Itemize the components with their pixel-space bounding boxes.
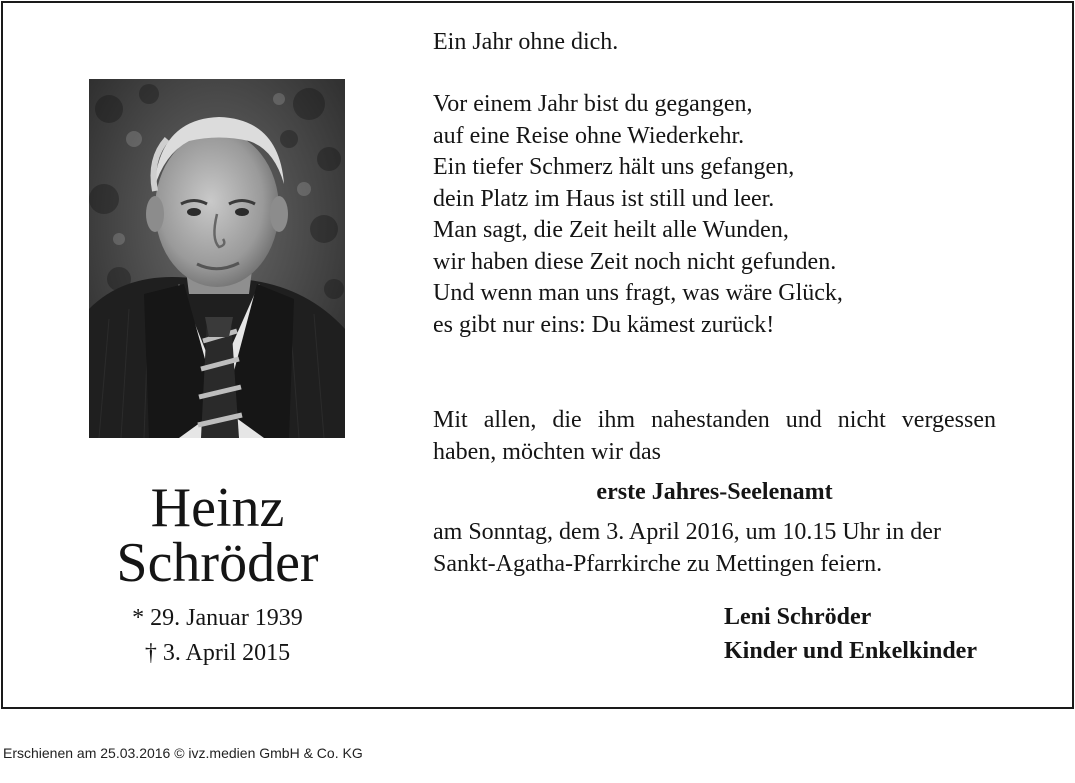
memorial-mass-title: erste Jahres-Seelenamt — [596, 479, 833, 505]
portrait-illustration — [89, 79, 345, 438]
intro-line: Mit allen, die ihm nahestanden und nicht vergessen — [433, 407, 996, 433]
deceased-first-name: Heinz — [150, 477, 285, 539]
deceased-last-name: Schröder — [116, 532, 319, 594]
poem-line: Man sagt, die Zeit heilt alle Wunden, — [433, 217, 789, 243]
poem-line: Ein tiefer Schmerz hält uns gefangen, — [433, 154, 795, 180]
signer-name: Leni Schröder — [724, 604, 872, 630]
poem — [433, 89, 996, 341]
mass-details — [433, 517, 996, 580]
publication-footer: Erschienen am 25.03.2016 © ivz.medien GmbH & Co. KG — [3, 745, 363, 761]
poem-line: wir haben diese Zeit noch nicht gefunden. — [433, 248, 837, 275]
poem-line: Vor einem Jahr bist du gegangen, — [433, 91, 753, 117]
poem-line: es gibt nur eins: Du kämest zurück! — [433, 311, 775, 338]
portrait-photo — [89, 79, 345, 438]
poem-title: Ein Jahr ohne dich. — [433, 29, 619, 55]
invitation-intro — [433, 405, 996, 468]
death-date: † 3. April 2015 — [144, 640, 291, 666]
intro-line: haben, möchten wir das — [433, 438, 661, 465]
birth-date: * 29. Januar 1939 — [132, 605, 303, 631]
signer-family: Kinder und Enkelkinder — [724, 638, 977, 664]
details-line: am Sonntag, dem 3. April 2016, um 10.15 Uhr in der — [433, 519, 941, 545]
details-line: Sankt-Agatha-Pfarrkirche zu Mettingen feiern. — [433, 550, 883, 577]
poem-line: auf eine Reise ohne Wiederkehr. — [433, 122, 745, 149]
poem-line: Und wenn man uns fragt, was wäre Glück, — [433, 280, 843, 306]
poem-line: dein Platz im Haus ist still und leer. — [433, 185, 775, 212]
